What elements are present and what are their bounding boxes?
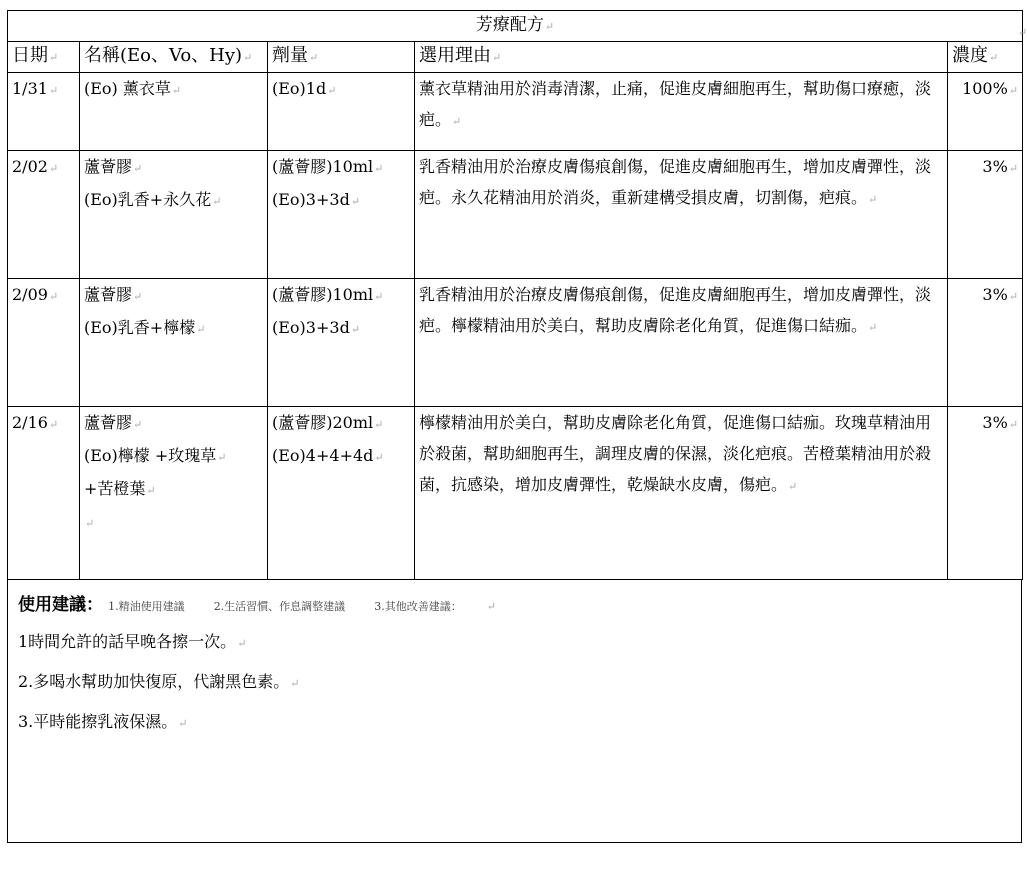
cell-name: (Eo) 薰衣草↵: [80, 73, 268, 151]
cell-dose: (蘆薈膠)10ml↵ (Eo)3+3d↵: [268, 279, 415, 407]
table-title-cell: [8, 11, 1023, 42]
cell-name: 蘆薈膠↵ (Eo)乳香+檸檬↵: [80, 279, 268, 407]
reason-text: 乳香精油用於治療皮膚傷痕創傷，促進皮膚細胞再生，增加皮膚彈性，淡疤。檸檬精油用於美白，幫助皮膚除老化角質，促進傷口結痂。: [419, 285, 932, 335]
reason-text: 乳香精油用於治療皮膚傷痕創傷，促進皮膚細胞再生，增加皮膚彈性，淡疤。永久花精油用於消炎，重新建構受損皮膚，切割傷，疤痕。: [419, 157, 932, 207]
name-line: 蘆薈膠: [84, 413, 133, 432]
cell-date: 2/09↵: [8, 279, 80, 407]
table-row: [8, 151, 1023, 279]
cell-dose: (蘆薈膠)20ml↵ (Eo)4+4+4d↵: [268, 407, 415, 580]
name-line: (Eo)檸檬 +玫瑰草: [84, 446, 217, 465]
cell-dose: (Eo)1d↵: [268, 73, 415, 151]
table-row: [8, 73, 1023, 151]
concentration-text: 3%: [982, 413, 1008, 432]
name-line: 蘆薈膠: [84, 157, 133, 176]
name-line: +苦橙葉: [84, 479, 146, 498]
dose-line: (蘆薈膠)10ml: [272, 157, 374, 176]
reason-text: 薰衣草精油用於消毒清潔，止痛，促進皮膚細胞再生，幫助傷口療癒，淡疤。: [419, 79, 932, 129]
usage-advice-section: [7, 580, 1022, 843]
header-date: 日期↵: [8, 42, 80, 73]
header-dose: 劑量↵: [268, 42, 415, 73]
cell-dose: (蘆薈膠)10ml↵ (Eo)3+3d↵: [268, 151, 415, 279]
table-title: 芳療配方: [475, 15, 544, 35]
concentration-text: 3%: [982, 285, 1008, 304]
name-line: 蘆薈膠: [84, 285, 133, 304]
cell-name: 蘆薈膠↵ (Eo)乳香+永久花↵: [80, 151, 268, 279]
cell-concentration: 3%↵: [948, 279, 1023, 407]
table-row: [8, 407, 1023, 580]
name-line: (Eo) 薰衣草: [84, 79, 171, 98]
dose-line: (Eo)1d: [272, 79, 327, 98]
date-text: 2/09: [12, 285, 48, 304]
date-text: 2/02: [12, 157, 48, 176]
cell-reason: 薰衣草精油用於消毒清潔，止痛，促進皮膚細胞再生，幫助傷口療癒，淡疤。↵: [415, 73, 948, 151]
dose-line: (Eo)4+4+4d: [272, 446, 374, 465]
table-row: [8, 279, 1023, 407]
cell-end-mark: ↵: [1018, 26, 1027, 39]
name-line: (Eo)乳香+永久花: [84, 190, 212, 209]
cell-reason: 乳香精油用於治療皮膚傷痕創傷，促進皮膚細胞再生，增加皮膚彈性，淡疤。檸檬精油用於美白，幫助皮膚除老化角質，促進傷口結痂。↵: [415, 279, 948, 407]
cell-date: 1/31↵: [8, 73, 80, 151]
advice-category-1: 1.精油使用建議: [108, 600, 185, 613]
concentration-text: 3%: [982, 157, 1008, 176]
dose-line: (Eo)3+3d: [272, 318, 350, 337]
dose-line: (蘆薈膠)10ml: [272, 285, 374, 304]
advice-category-2: 2.生活習慣、作息調整建議: [213, 600, 346, 613]
advice-item-3: 3.平時能擦乳液保濕。↵: [18, 712, 188, 731]
name-line: (Eo)乳香+檸檬: [84, 318, 196, 337]
advice-item-1: 1時間允許的話早晚各擦一次。↵: [18, 632, 247, 651]
document-page: [7, 10, 1027, 870]
advice-category-3: 3.其他改善建議：: [374, 600, 462, 613]
reason-text: 檸檬精油用於美白，幫助皮膚除老化角質，促進傷口結痂。玫瑰草精油用於殺菌，幫助細胞再生，調理皮膚的保濕，淡化疤痕。苦橙葉精油用於殺菌，抗感染，增加皮膚彈性，乾燥缺水皮膚，傷疤。: [419, 413, 932, 494]
cell-reason: 乳香精油用於治療皮膚傷痕創傷，促進皮膚細胞再生，增加皮膚彈性，淡疤。永久花精油用於消炎，重新建構受損皮膚，切割傷，疤痕。↵: [415, 151, 948, 279]
advice-label: 使用建議：: [18, 595, 103, 615]
cell-name: 蘆薈膠↵ (Eo)檸檬 +玫瑰草↵ +苦橙葉↵ ↵: [80, 407, 268, 580]
cell-concentration: 3%↵: [948, 151, 1023, 279]
header-name: 名稱(Eo、Vo、Hy)↵: [80, 42, 268, 73]
concentration-text: 100%: [962, 79, 1008, 98]
cell-concentration: 3%↵: [948, 407, 1023, 580]
date-text: 2/16: [12, 413, 48, 432]
cell-date: 2/02↵: [8, 151, 80, 279]
date-text: 1/31: [12, 79, 48, 98]
header-row: [8, 42, 1023, 73]
dose-line: (蘆薈膠)20ml: [272, 413, 374, 432]
header-concentration: 濃度↵: [948, 42, 1023, 73]
advice-header-line: 使用建議： 1.精油使用建議 2.生活習慣、作息調整建議 3.其他改善建議： ↵: [18, 595, 496, 615]
cell-reason: 檸檬精油用於美白，幫助皮膚除老化角質，促進傷口結痂。玫瑰草精油用於殺菌，幫助細胞再生，調理皮膚的保濕，淡化疤痕。苦橙葉精油用於殺菌，抗感染，增加皮膚彈性，乾燥缺水皮膚，傷疤。↵: [415, 407, 948, 580]
cell-date: 2/16↵: [8, 407, 80, 580]
return-mark: ↵: [544, 20, 555, 33]
header-reason: 選用理由↵: [415, 42, 948, 73]
formula-table: [7, 10, 1023, 580]
dose-line: (Eo)3+3d: [272, 190, 350, 209]
advice-item-2: 2.多喝水幫助加快復原，代謝黑色素。↵: [18, 672, 300, 691]
cell-concentration: 100%↵: [948, 73, 1023, 151]
